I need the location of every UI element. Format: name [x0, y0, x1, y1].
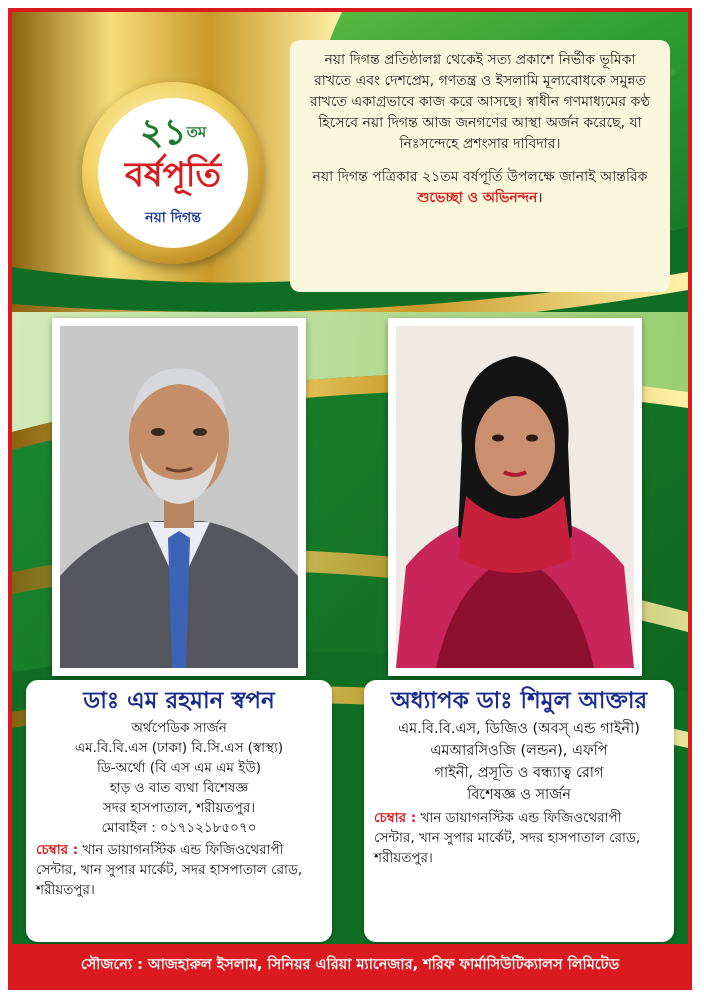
chamber-text: খান ডায়াগনস্টিক এন্ড ফিজিওথেরাপী সেন্টার, খান সুপার মার্কেট, সদর হাসপাতাল রোড, শরীয়তপুর।	[374, 810, 641, 866]
doctor1-line: অর্থপেডিক সার্জন	[131, 720, 227, 736]
message-box	[290, 40, 670, 292]
doctor1-chamber	[36, 840, 322, 900]
badge-inner	[98, 98, 248, 248]
doctor1-line: এম.বি.বি.এস (ঢাকা) বি.সি.এস (স্বাস্থ্য)	[74, 740, 284, 756]
badge-number: $২১^{তম}$	[139, 111, 207, 153]
badge-brand-logo: নয়া দিগন্ত	[145, 210, 201, 226]
doctor2-chamber	[374, 808, 664, 868]
message-paragraph-2: নয়া দিগন্ত পত্রিকার ২১তম বর্ষপূর্তি উপলক্ষে জানাই আন্তরিক শুভেচ্ছা ও অভিনন্দন।	[312, 169, 648, 206]
doctor1-card	[26, 680, 332, 942]
doctor2-photo	[388, 318, 642, 676]
doctor1-line: ডি-অর্থো (বি এস এম এম ইউ)	[96, 760, 262, 776]
greeting-highlight: শুভেচ্ছা ও অভিনন্দন	[417, 190, 538, 206]
message-paragraph-1: নয়া দিগন্ত প্রতিষ্ঠালগ্ন থেকেই সত্য প্রকাশে নির্ভীক ভূমিকা রাখতে এবং দেশপ্রেম, গণতন্ত্র ও ইসলামি মূল্যবোধকে সমুন্নত রাখতে একাগ্রভাবে কাজ করে আসছে। স্বাধীন গণমাধ্যমের কণ্ঠ হিসেবে নয়া দিগন্ত আজ জনগণের আস্থা অর্জন করেছে, যা নিঃসন্দেহে প্রশংসার দাবিদার।	[309, 52, 651, 152]
chamber-label: চেম্বার :	[36, 842, 79, 858]
doctor2-line: এম.বি.বি.এস, ডিজিও (অবস্ এন্ড গাইনী)	[398, 721, 640, 737]
sponsor-footer: সৌজন্যে : আজহারুল ইসলাম, সিনিয়র এরিয়া ম্যানেজার, শরিফ ফার্মাসিউটিক্যালস লিমিটেড	[12, 944, 688, 986]
doctor2-line: বিশেষজ্ঞ ও সার্জন	[467, 787, 571, 803]
chamber-label: চেম্বার :	[374, 810, 417, 826]
poster-frame	[8, 8, 692, 990]
doctor2-line: গাইনী, প্রসূতি ও বন্ধ্যাত্ব রোগ	[434, 765, 604, 781]
doctor2-name: অধ্যাপক ডাঃ শিমুল আক্তার	[390, 688, 648, 714]
badge-suffix: তম	[186, 123, 207, 141]
doctor2-portrait	[396, 326, 634, 668]
anniversary-badge	[82, 82, 264, 264]
doctor1-name: ডাঃ এম রহমান স্বপন	[83, 688, 275, 714]
doctor1-phone: মোবাইল : ০১৭১২১৮৫০৭০	[101, 820, 257, 836]
doctor1-line: হাড় ও বাত ব্যথা বিশেষজ্ঞ	[109, 780, 249, 796]
doctor2-line: এমআরসিওজি (লন্ডন), এফপি	[430, 743, 608, 759]
doctor2-card	[364, 680, 674, 942]
doctor1-portrait	[60, 326, 298, 668]
badge-word: বর্ষপূর্তি	[125, 155, 221, 195]
chamber-text: খান ডায়াগনস্টিক এন্ড ফিজিওথেরাপী সেন্টার, খান সুপার মার্কেট, সদর হাসপাতাল রোড, শরীয়তপুর।	[36, 842, 303, 898]
doctor1-line: সদর হাসপাতাল, শরীয়তপুর।	[102, 800, 256, 816]
doctor1-photo	[52, 318, 306, 676]
